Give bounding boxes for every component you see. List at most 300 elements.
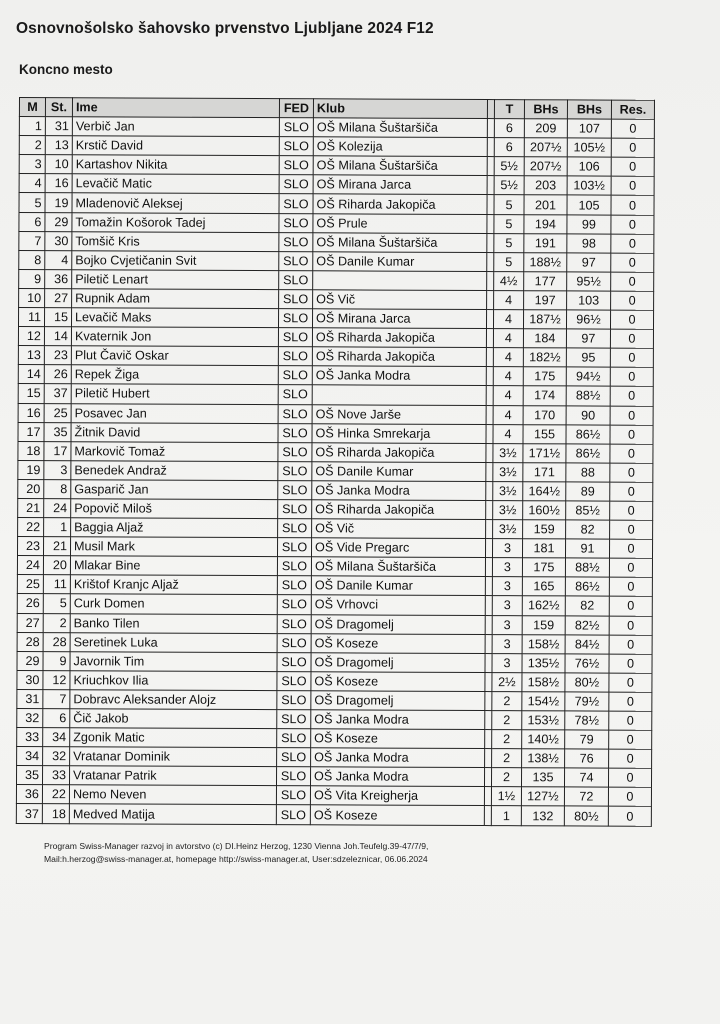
- cell-rank: 22: [18, 518, 44, 537]
- table-row: [16, 804, 651, 826]
- cell-name: Seretinek Luka: [70, 632, 277, 652]
- cell-points: 5: [494, 233, 524, 252]
- table-row: [19, 174, 654, 196]
- cell-rank: 25: [17, 575, 43, 594]
- cell-result: 0: [609, 577, 652, 596]
- cell-tiebreak-2: 86½: [565, 577, 609, 596]
- cell-start-number: 16: [45, 174, 72, 193]
- cell-tiebreak-1: 177: [524, 272, 567, 291]
- cell-name: Curk Domen: [70, 594, 277, 614]
- standings-table: [16, 97, 655, 826]
- cell-tiebreak-1: 170: [523, 405, 566, 424]
- cell-points: 2: [492, 749, 522, 768]
- cell-tiebreak-2: 89: [566, 482, 610, 501]
- cell-name: Repek Žiga: [71, 365, 278, 385]
- cell-start-number: 2: [43, 613, 70, 632]
- cell-start-number: 5: [43, 594, 70, 613]
- cell-result: 0: [610, 367, 653, 386]
- cell-tiebreak-1: 203: [524, 176, 567, 195]
- cell-start-number: 36: [45, 269, 72, 288]
- cell-result: 0: [610, 520, 653, 539]
- cell-result: 0: [609, 597, 652, 616]
- cell-name: Dobravc Aleksander Alojz: [70, 690, 277, 710]
- cell-federation: SLO: [278, 500, 312, 519]
- cell-result: 0: [609, 711, 652, 730]
- cell-name: Verbič Jan: [72, 117, 279, 137]
- table-row: [17, 556, 652, 578]
- cell-federation: SLO: [276, 767, 310, 786]
- cell-club: OŠ Mirana Jarca: [312, 309, 486, 329]
- cell-federation: SLO: [277, 748, 311, 767]
- table-row: [18, 498, 653, 520]
- cell-tiebreak-1: 155: [523, 424, 566, 443]
- cell-points: 4½: [494, 271, 524, 290]
- cell-tiebreak-1: 158½: [522, 634, 565, 653]
- cell-club: OŠ Dragomelj: [311, 691, 485, 711]
- cell-federation: SLO: [278, 404, 312, 423]
- cell-start-number: 37: [44, 384, 71, 403]
- cell-tiebreak-1: 153½: [522, 711, 565, 730]
- cell-start-number: 35: [44, 422, 71, 441]
- cell-points: 2: [492, 691, 522, 710]
- cell-rank: 24: [17, 556, 43, 575]
- table-row: [17, 632, 652, 654]
- cell-tiebreak-1: 171: [523, 462, 566, 481]
- table-row: [18, 518, 653, 540]
- cell-name: Piletič Lenart: [72, 270, 279, 290]
- cell-result: 0: [611, 234, 654, 253]
- cell-tiebreak-1: 207½: [524, 138, 567, 157]
- cell-rank: 28: [17, 632, 43, 651]
- cell-club: OŠ Mirana Jarca: [313, 175, 487, 195]
- table-row: [17, 670, 652, 692]
- cell-tiebreak-1: 132: [521, 806, 564, 825]
- cell-tiebreak-1: 194: [524, 214, 567, 233]
- table-row: [17, 594, 652, 616]
- table-row: [19, 288, 654, 310]
- cell-federation: SLO: [279, 137, 313, 156]
- cell-rank: 31: [17, 689, 43, 708]
- table-row: [19, 250, 654, 272]
- cell-club: OŠ Vrhovci: [311, 595, 485, 615]
- table-row: [18, 479, 653, 501]
- cell-start-number: 28: [43, 632, 70, 651]
- cell-club: OŠ Milana Šuštaršiča: [313, 118, 487, 138]
- cell-points: 3: [492, 558, 522, 577]
- table-row: [17, 537, 652, 559]
- cell-tiebreak-1: 191: [524, 233, 567, 252]
- cell-points: 5½: [494, 157, 524, 176]
- software-footer: [44, 840, 428, 866]
- row-gap: [487, 195, 494, 214]
- cell-tiebreak-1: 175: [522, 558, 565, 577]
- header-federation: FED: [279, 99, 313, 118]
- cell-points: 6: [494, 119, 524, 138]
- cell-federation: SLO: [277, 652, 311, 671]
- cell-tiebreak-2: 99: [567, 214, 611, 233]
- cell-result: 0: [609, 730, 652, 749]
- cell-result: 0: [609, 558, 652, 577]
- cell-tiebreak-1: 135½: [522, 653, 565, 672]
- cell-points: 2: [491, 768, 521, 787]
- table-row: [19, 231, 654, 253]
- cell-start-number: 6: [43, 709, 70, 728]
- cell-rank: 5: [19, 193, 45, 212]
- cell-rank: 33: [17, 728, 43, 747]
- cell-result: 0: [610, 482, 653, 501]
- row-gap: [487, 138, 494, 157]
- cell-tiebreak-1: 159: [523, 520, 566, 539]
- cell-start-number: 15: [44, 308, 71, 327]
- cell-points: 4: [493, 424, 523, 443]
- cell-result: 0: [610, 425, 653, 444]
- cell-tiebreak-1: 171½: [523, 443, 566, 462]
- cell-tiebreak-2: 97: [567, 253, 611, 272]
- cell-tiebreak-1: 165: [522, 577, 565, 596]
- cell-club: OŠ Koseze: [311, 633, 485, 653]
- cell-start-number: 18: [42, 804, 69, 823]
- header-name: Ime: [72, 98, 279, 118]
- cell-federation: SLO: [279, 232, 313, 251]
- cell-name: Piletič Hubert: [71, 384, 278, 404]
- document-subtitle: Koncno mesto: [19, 62, 113, 77]
- cell-rank: 13: [18, 346, 44, 365]
- cell-start-number: 22: [42, 785, 69, 804]
- cell-rank: 12: [18, 327, 44, 346]
- cell-tiebreak-1: 181: [522, 539, 565, 558]
- cell-federation: SLO: [277, 691, 311, 710]
- cell-federation: SLO: [279, 290, 313, 309]
- cell-result: 0: [610, 329, 653, 348]
- cell-name: Vratanar Dominik: [70, 747, 277, 767]
- cell-tiebreak-2: 105: [567, 195, 611, 214]
- cell-start-number: 25: [44, 403, 71, 422]
- table-row: [18, 403, 653, 425]
- cell-points: 3½: [493, 481, 523, 500]
- cell-federation: SLO: [279, 156, 313, 175]
- cell-name: Banko Tilen: [70, 613, 277, 633]
- cell-points: 3½: [493, 520, 523, 539]
- cell-tiebreak-2: 97: [566, 329, 610, 348]
- cell-tiebreak-2: 82: [565, 596, 609, 615]
- cell-name: Benedek Andraž: [71, 461, 278, 481]
- cell-result: 0: [610, 406, 653, 425]
- cell-club: OŠ Janka Modra: [312, 481, 486, 501]
- cell-rank: 1: [19, 117, 45, 136]
- cell-club: OŠ Riharda Jakopiča: [312, 328, 486, 348]
- cell-tiebreak-1: 184: [523, 329, 566, 348]
- row-gap: [486, 310, 493, 329]
- footer-line-2: Mail:h.herzog@swiss-manager.at, homepage http://swiss-manager.at, User:sdzeleznicar, 06.06.2024: [44, 854, 428, 864]
- cell-club: OŠ Prule: [313, 213, 487, 233]
- cell-rank: 4: [19, 174, 45, 193]
- cell-rank: 2: [19, 136, 45, 155]
- cell-rank: 3: [19, 155, 45, 174]
- cell-tiebreak-2: 84½: [565, 635, 609, 654]
- row-gap: [486, 481, 493, 500]
- cell-tiebreak-2: 103½: [567, 176, 611, 195]
- cell-points: 4: [493, 310, 523, 329]
- cell-name: Kartashov Nikita: [72, 155, 279, 175]
- cell-tiebreak-1: 164½: [523, 482, 566, 501]
- cell-club: OŠ Vita Kreigherja: [310, 786, 484, 806]
- header-rank: M: [19, 98, 45, 117]
- cell-result: 0: [610, 386, 653, 405]
- table-row: [19, 117, 654, 139]
- cell-points: 4: [493, 405, 523, 424]
- cell-federation: SLO: [276, 805, 310, 824]
- cell-rank: 16: [18, 403, 44, 422]
- cell-federation: SLO: [279, 213, 313, 232]
- cell-points: 3: [492, 615, 522, 634]
- cell-tiebreak-1: 138½: [522, 749, 565, 768]
- cell-rank: 32: [17, 708, 43, 727]
- cell-result: 0: [611, 291, 654, 310]
- cell-tiebreak-1: 201: [524, 195, 567, 214]
- cell-tiebreak-2: 88½: [565, 558, 609, 577]
- cell-rank: 35: [16, 766, 42, 785]
- cell-tiebreak-1: 160½: [523, 501, 566, 520]
- row-gap: [485, 596, 492, 615]
- cell-start-number: 4: [45, 250, 72, 269]
- cell-club: OŠ Koseze: [311, 729, 485, 749]
- cell-federation: SLO: [279, 194, 313, 213]
- cell-club: OŠ Danile Kumar: [312, 462, 486, 482]
- cell-start-number: 24: [44, 499, 71, 518]
- cell-rank: 11: [18, 308, 44, 327]
- cell-start-number: 23: [44, 346, 71, 365]
- cell-federation: SLO: [279, 175, 313, 194]
- cell-federation: SLO: [277, 576, 311, 595]
- cell-name: Krstič David: [72, 136, 279, 156]
- cell-result: 0: [609, 673, 652, 692]
- cell-name: Nemo Neven: [69, 785, 276, 805]
- document-title: Osnovnošolsko šahovsko prvenstvo Ljubljane 2024 F12: [16, 20, 434, 37]
- cell-start-number: 13: [45, 136, 72, 155]
- table-row: [18, 384, 653, 406]
- cell-club: OŠ Dragomelj: [311, 652, 485, 672]
- cell-name: Mladenovič Aleksej: [72, 193, 279, 213]
- cell-start-number: 34: [43, 728, 70, 747]
- row-gap: [485, 539, 492, 558]
- cell-federation: SLO: [278, 366, 312, 385]
- cell-tiebreak-1: 159: [522, 615, 565, 634]
- cell-federation: SLO: [278, 328, 312, 347]
- cell-club: OŠ Janka Modra: [311, 748, 485, 768]
- cell-tiebreak-1: 187½: [523, 310, 566, 329]
- cell-points: 6: [494, 138, 524, 157]
- cell-federation: SLO: [279, 118, 313, 137]
- cell-federation: SLO: [277, 633, 311, 652]
- cell-tiebreak-2: 98: [567, 234, 611, 253]
- cell-start-number: 33: [42, 766, 69, 785]
- cell-club: OŠ Riharda Jakopiča: [312, 442, 486, 462]
- cell-start-number: 14: [44, 327, 71, 346]
- cell-club: OŠ Janka Modra: [311, 710, 485, 730]
- cell-tiebreak-2: 95: [566, 348, 610, 367]
- cell-federation: SLO: [277, 595, 311, 614]
- cell-tiebreak-2: 90: [566, 405, 610, 424]
- cell-club: OŠ Milana Šuštaršiča: [311, 557, 485, 577]
- cell-name: Gasparič Jan: [71, 480, 278, 500]
- cell-points: 3½: [493, 443, 523, 462]
- cell-rank: 10: [19, 288, 45, 307]
- footer-line-1: Program Swiss-Manager razvoj in avtorstvo (c) DI.Heinz Herzog, 1230 Vienna Joh.Teufelg.39-47/7/9,: [44, 841, 429, 851]
- cell-result: 0: [608, 768, 651, 787]
- row-gap: [485, 711, 492, 730]
- cell-federation: SLO: [277, 729, 311, 748]
- table-row: [18, 308, 653, 330]
- cell-start-number: 30: [45, 231, 72, 250]
- row-gap: [486, 367, 493, 386]
- cell-tiebreak-2: 72: [564, 787, 608, 806]
- cell-name: Medved Matija: [69, 804, 276, 824]
- cell-name: Tomažin Košorok Tadej: [72, 212, 279, 232]
- table-row: [18, 422, 653, 444]
- cell-club: OŠ Danile Kumar: [311, 576, 485, 596]
- cell-rank: 8: [19, 250, 45, 269]
- cell-tiebreak-2: 107: [567, 119, 611, 138]
- cell-start-number: 31: [45, 117, 72, 136]
- cell-club: OŠ Danile Kumar: [313, 252, 487, 272]
- cell-points: 5½: [494, 176, 524, 195]
- cell-federation: SLO: [277, 614, 311, 633]
- cell-club: OŠ Milana Šuštaršiča: [313, 156, 487, 176]
- cell-federation: SLO: [278, 442, 312, 461]
- cell-tiebreak-1: 154½: [522, 692, 565, 711]
- cell-result: 0: [611, 272, 654, 291]
- cell-federation: SLO: [277, 557, 311, 576]
- cell-result: 0: [608, 807, 651, 826]
- cell-tiebreak-2: 95½: [567, 272, 611, 291]
- cell-tiebreak-2: 96½: [566, 310, 610, 329]
- cell-rank: 20: [18, 479, 44, 498]
- table-row: [16, 766, 651, 788]
- cell-result: 0: [609, 654, 652, 673]
- table-row: [17, 651, 652, 673]
- cell-federation: SLO: [278, 347, 312, 366]
- cell-start-number: 20: [43, 556, 70, 575]
- cell-club: OŠ Milana Šuštaršiča: [313, 232, 487, 252]
- cell-points: 2: [492, 711, 522, 730]
- table-row: [17, 575, 652, 597]
- cell-result: 0: [608, 787, 651, 806]
- cell-tiebreak-2: 82½: [565, 615, 609, 634]
- cell-rank: 26: [17, 594, 43, 613]
- cell-points: 3: [492, 577, 522, 596]
- table-row: [18, 327, 653, 349]
- cell-club: OŠ Nove Jarše: [312, 404, 486, 424]
- cell-points: 3½: [493, 501, 523, 520]
- cell-start-number: 8: [44, 479, 71, 498]
- cell-rank: 14: [18, 365, 44, 384]
- cell-points: 1½: [491, 787, 521, 806]
- cell-rank: 36: [16, 785, 42, 804]
- cell-tiebreak-1: 162½: [522, 596, 565, 615]
- cell-result: 0: [610, 348, 653, 367]
- cell-tiebreak-2: 82: [566, 520, 610, 539]
- cell-name: Vratanar Patrik: [69, 766, 276, 786]
- cell-tiebreak-2: 103: [567, 291, 611, 310]
- row-gap: [484, 768, 491, 787]
- cell-club: OŠ Vič: [312, 519, 486, 539]
- table-row: [19, 193, 654, 215]
- cell-tiebreak-2: 79: [565, 730, 609, 749]
- cell-rank: 21: [18, 498, 44, 517]
- cell-rank: 37: [16, 804, 42, 823]
- cell-club: OŠ Dragomelj: [311, 614, 485, 634]
- header-points: T: [494, 100, 524, 119]
- cell-federation: SLO: [277, 538, 311, 557]
- table-row: [19, 155, 654, 177]
- cell-points: 3: [492, 634, 522, 653]
- cell-club: OŠ Hinka Smrekarja: [312, 423, 486, 443]
- cell-rank: 6: [19, 212, 45, 231]
- cell-name: Popovič Miloš: [71, 499, 278, 519]
- cell-start-number: 10: [45, 155, 72, 174]
- cell-rank: 15: [18, 384, 44, 403]
- cell-tiebreak-2: 105½: [567, 138, 611, 157]
- cell-rank: 9: [19, 269, 45, 288]
- cell-tiebreak-1: 127½: [521, 787, 564, 806]
- cell-name: Kriuchkov Ilia: [70, 671, 277, 691]
- cell-tiebreak-1: 197: [524, 291, 567, 310]
- cell-tiebreak-1: 158½: [522, 673, 565, 692]
- cell-result: 0: [611, 253, 654, 272]
- cell-name: Plut Čavič Oskar: [71, 346, 278, 366]
- cell-start-number: 27: [45, 289, 72, 308]
- cell-name: Čič Jakob: [70, 709, 277, 729]
- cell-club: OŠ Vide Pregarc: [311, 538, 485, 558]
- cell-start-number: 3: [44, 460, 71, 479]
- cell-tiebreak-1: 182½: [523, 348, 566, 367]
- cell-points: 4: [493, 329, 523, 348]
- cell-result: 0: [611, 176, 654, 195]
- cell-club: OŠ Janka Modra: [310, 767, 484, 787]
- cell-name: Levačič Maks: [71, 308, 278, 328]
- row-gap: [487, 252, 494, 271]
- cell-rank: 19: [18, 460, 44, 479]
- cell-name: Baggia Aljaž: [71, 518, 278, 538]
- cell-result: 0: [611, 119, 654, 138]
- cell-points: 2: [492, 730, 522, 749]
- cell-points: 3: [492, 596, 522, 615]
- cell-club: OŠ Riharda Jakopiča: [313, 194, 487, 214]
- table-row: [18, 346, 653, 368]
- cell-tiebreak-1: 135: [521, 768, 564, 787]
- cell-club: OŠ Riharda Jakopiča: [312, 500, 486, 520]
- cell-tiebreak-2: 76½: [565, 654, 609, 673]
- cell-tiebreak-2: 85½: [566, 501, 610, 520]
- cell-start-number: 7: [43, 690, 70, 709]
- cell-tiebreak-1: 175: [523, 367, 566, 386]
- cell-name: Javornik Tim: [70, 651, 277, 671]
- cell-rank: 29: [17, 651, 43, 670]
- cell-tiebreak-2: 86½: [566, 424, 610, 443]
- table-row: [19, 136, 654, 158]
- cell-name: Markovič Tomaž: [71, 441, 278, 461]
- table-row: [18, 365, 653, 387]
- cell-points: 4: [493, 348, 523, 367]
- table-row: [17, 747, 652, 769]
- cell-name: Zgonik Matic: [70, 728, 277, 748]
- cell-federation: SLO: [278, 461, 312, 480]
- table-row: [17, 613, 652, 635]
- cell-tiebreak-1: 207½: [524, 157, 567, 176]
- cell-rank: 34: [17, 747, 43, 766]
- cell-name: Musil Mark: [70, 537, 277, 557]
- cell-start-number: 9: [43, 651, 70, 670]
